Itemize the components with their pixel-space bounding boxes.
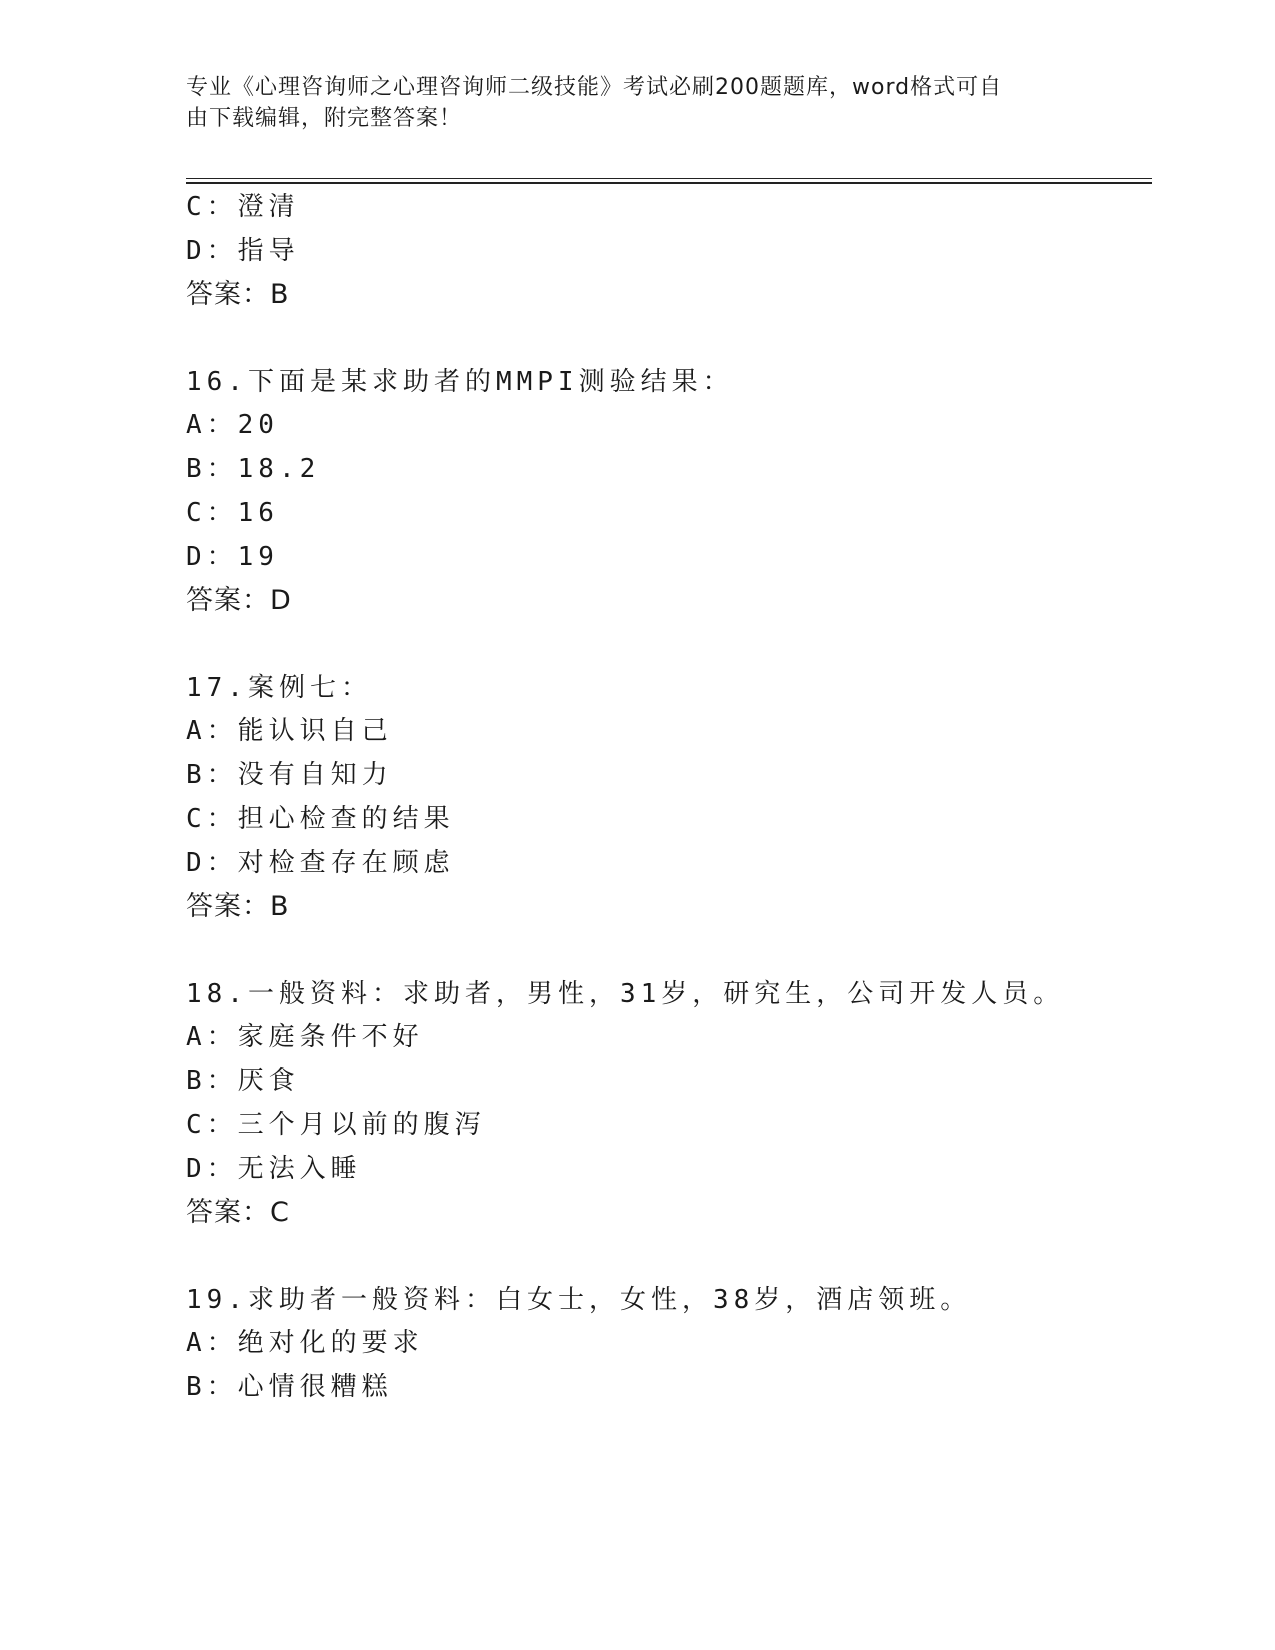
question-17: 17.案例七：: [186, 673, 372, 703]
option-d: D：无法入睡: [186, 1154, 362, 1184]
option-d: D：指导: [186, 236, 300, 266]
option-c: C：澄清: [186, 192, 300, 222]
answer-line: 答案：D: [186, 585, 292, 616]
header-divider-thin: [186, 178, 1152, 179]
option-a: A：绝对化的要求: [186, 1328, 424, 1358]
option-d: D：19: [186, 542, 279, 572]
option-c: C：三个月以前的腹泻: [186, 1110, 486, 1140]
option-a: A：家庭条件不好: [186, 1022, 424, 1052]
option-c: C：担心检查的结果: [186, 804, 455, 834]
answer-line: 答案：B: [186, 891, 290, 922]
option-b: B：没有自知力: [186, 760, 393, 790]
header-divider-thick: [186, 182, 1152, 184]
header-line-1: 专业《心理咨询师之心理咨询师二级技能》考试必刷200题题库，word格式可自: [186, 75, 1003, 100]
option-c: C：16: [186, 498, 279, 528]
question-18: 18.一般资料：求助者，男性，31岁，研究生，公司开发人员。: [186, 979, 1065, 1009]
option-b: B：心情很糟糕: [186, 1372, 393, 1402]
answer-line: 答案：C: [186, 1197, 290, 1228]
option-a: A：能认识自己: [186, 716, 393, 746]
answer-line: 答案：B: [186, 279, 290, 310]
question-16: 16.下面是某求助者的MMPI测验结果：: [186, 367, 734, 397]
question-19: 19.求助者一般资料：白女士，女性，38岁，酒店领班。: [186, 1285, 972, 1315]
option-d: D：对检查存在顾虑: [186, 848, 455, 878]
option-b: B：厌食: [186, 1066, 300, 1096]
document-header: [186, 72, 1066, 134]
header-line-2: 由下载编辑，附完整答案！: [186, 106, 463, 131]
option-a: A：20: [186, 410, 279, 440]
option-b: B：18.2: [186, 454, 321, 484]
